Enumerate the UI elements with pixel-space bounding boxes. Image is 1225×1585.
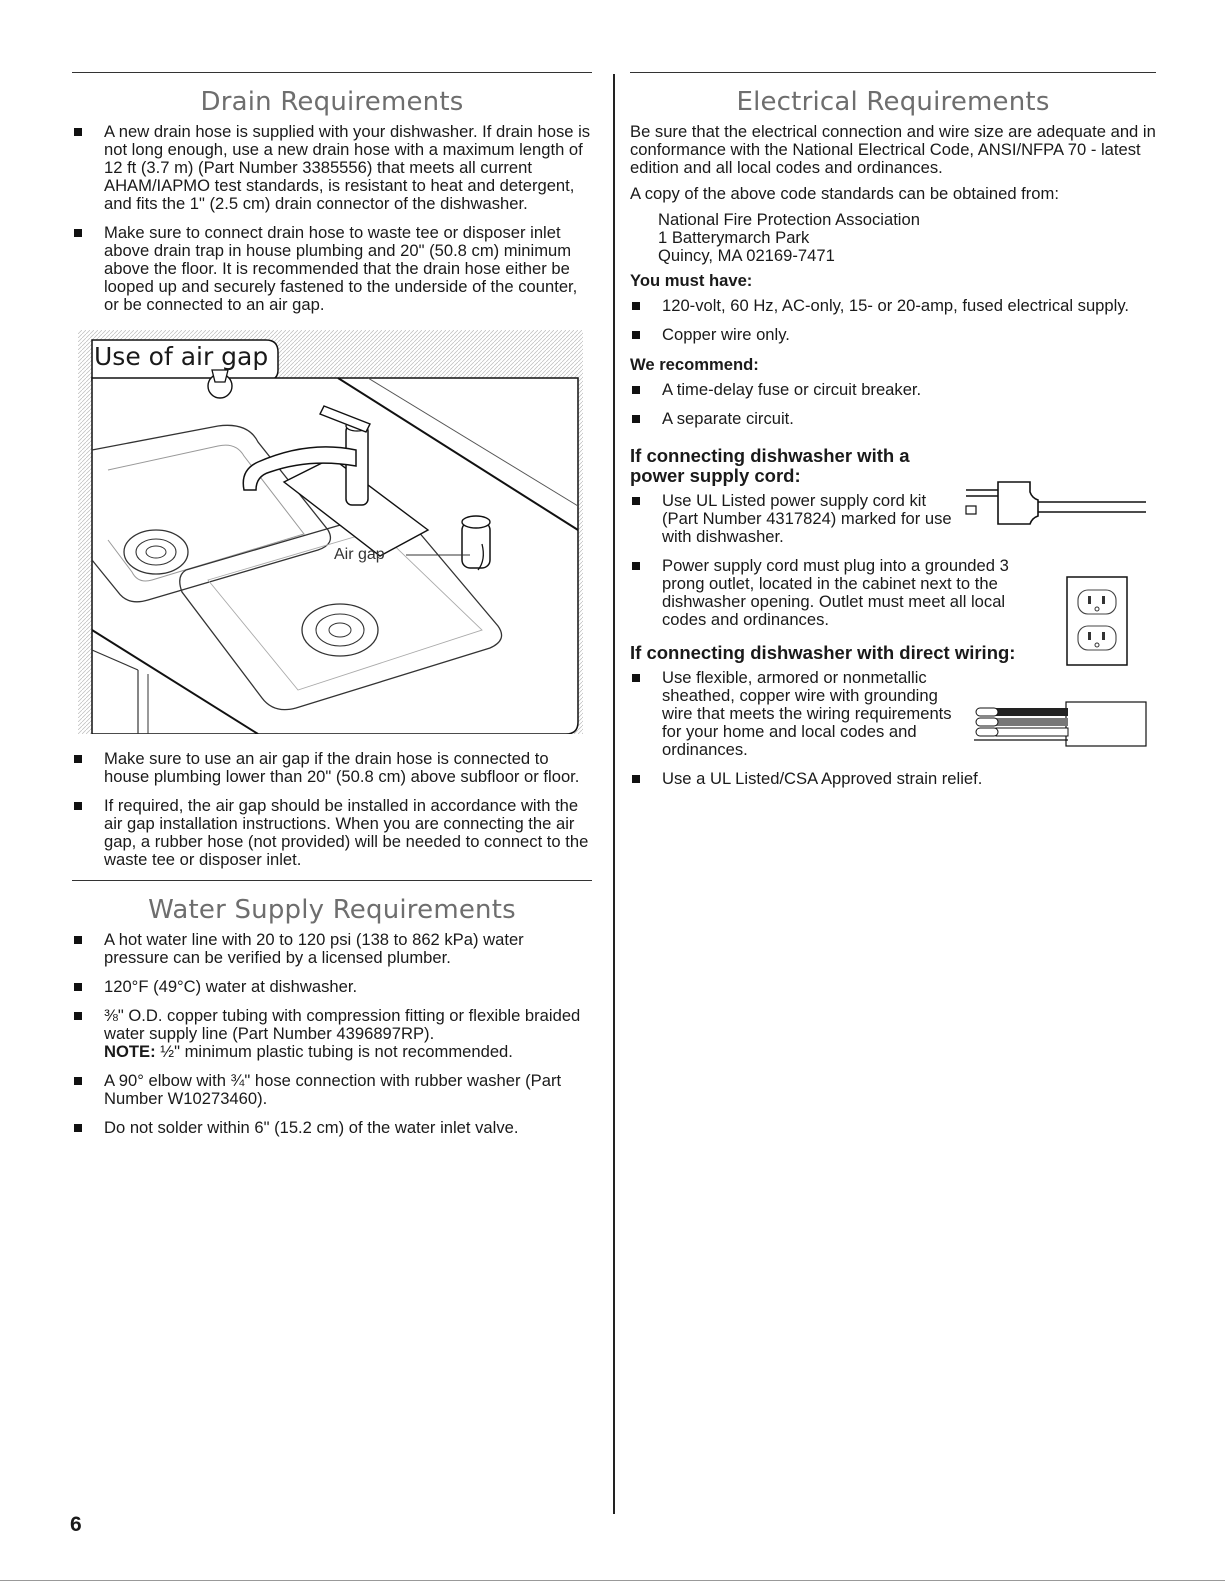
air-gap-label: Air gap bbox=[334, 546, 385, 563]
water-list bbox=[72, 931, 592, 1137]
recommend-list bbox=[630, 381, 1156, 428]
address-block bbox=[630, 211, 1156, 265]
recommend-item: A separate circuit. bbox=[630, 410, 1156, 428]
address-line: 1 Batterymarch Park bbox=[658, 228, 810, 247]
left-column bbox=[72, 72, 592, 1148]
plug-icon bbox=[958, 478, 1148, 528]
note-label: NOTE: bbox=[104, 1042, 156, 1061]
recommend-title: We recommend: bbox=[630, 355, 759, 374]
cord-item: Use UL Listed power supply cord kit (Part Number 4317824) marked for use with dishwasher. bbox=[630, 492, 962, 546]
direct-item: Use a UL Listed/CSA Approved strain relief. bbox=[630, 770, 1156, 788]
drain-list-after bbox=[72, 750, 592, 869]
electrical-intro: Be sure that the electrical connection and wire size are adequate and in conformance with the National Electrical Code, ANSI/NFPA 70 - latest edition and all local codes and ordinances. bbox=[630, 122, 1156, 177]
drain-item: Make sure to connect drain hose to waste tee or disposer inlet above drain trap in house plumbing and 20" (50.8 cm) minimum above the floor. It is recommended that the drain hose either be looped up and securely fastened to the underside of the counter, or be connected to an air gap. bbox=[72, 224, 592, 314]
bottom-rule bbox=[0, 1580, 1225, 1581]
section-rule bbox=[72, 72, 592, 73]
water-title: Water Supply Requirements bbox=[148, 895, 516, 925]
section-rule bbox=[630, 72, 1156, 73]
page-number: 6 bbox=[70, 1513, 82, 1536]
drain-item: A new drain hose is supplied with your dishwasher. If drain hose is not long enough, use a new drain hose with a maximum length of 12 ft (3.7 m) (Part Number 3385556) that meets all current AHAM/IAPMO test standards, is resistant to heat and detergent, and fits the 1" (2.5 cm) drain connector of the dishwasher. bbox=[72, 123, 592, 213]
water-item: A 90° elbow with ¾" hose connection with rubber washer (Part Number W10273460). bbox=[72, 1072, 592, 1108]
sink-illustration bbox=[78, 330, 583, 734]
note-text: ½" minimum plastic tubing is not recommended. bbox=[155, 1042, 513, 1061]
figure-title: Use of air gap bbox=[94, 342, 269, 371]
drain-title: Drain Requirements bbox=[200, 87, 464, 117]
water-item: 120°F (49°C) water at dishwasher. bbox=[72, 978, 592, 996]
recommend-item: A time-delay fuse or circuit breaker. bbox=[630, 381, 1156, 399]
must-have-list bbox=[630, 297, 1156, 344]
must-have-title: You must have: bbox=[630, 271, 753, 290]
drain-item: Make sure to use an air gap if the drain hose is connected to house plumbing lower than 20" (50.8 cm) above subfloor or floor. bbox=[72, 750, 592, 786]
address-line: National Fire Protection Association bbox=[658, 210, 920, 229]
air-gap-figure bbox=[78, 330, 583, 734]
water-item: A hot water line with 20 to 120 psi (138 to 862 kPa) water pressure can be verified by a licensed plumber. bbox=[72, 931, 592, 967]
water-item-text: ⅜" O.D. copper tubing with compression fitting or flexible braided water supply line (Part Number 4396897RP). bbox=[104, 1006, 581, 1043]
direct-item: Use flexible, armored or nonmetallic sheathed, copper wire with grounding wire that meets the wiring requirements for your home and local codes and ordinances. bbox=[630, 669, 958, 759]
must-have-item: Copper wire only. bbox=[630, 326, 1156, 344]
outlet-icon bbox=[1066, 576, 1128, 668]
cord-title: If connecting dishwasher with a power supply cord: bbox=[630, 445, 910, 486]
electrical-title: Electrical Requirements bbox=[736, 87, 1050, 117]
right-column bbox=[630, 72, 1156, 799]
section-rule bbox=[72, 880, 592, 881]
direct-title: If connecting dishwasher with direct wiring: bbox=[630, 642, 1016, 663]
copy-text: A copy of the above code standards can be obtained from: bbox=[630, 184, 1059, 203]
must-have-item: 120-volt, 60 Hz, AC-only, 15- or 20-amp, fused electrical supply. bbox=[630, 297, 1156, 315]
water-item: Do not solder within 6" (15.2 cm) of the water inlet valve. bbox=[72, 1119, 592, 1137]
address-line: Quincy, MA 02169-7471 bbox=[658, 246, 835, 265]
wire-cable-icon bbox=[966, 700, 1148, 748]
cord-item: Power supply cord must plug into a grounded 3 prong outlet, located in the cabinet next to the dishwasher opening. Outlet must meet all local codes and ordinances. bbox=[630, 557, 1032, 629]
column-divider bbox=[613, 74, 615, 1514]
drain-list bbox=[72, 123, 592, 314]
drain-item: If required, the air gap should be installed in accordance with the air gap installation instructions. When you are connecting the air gap, a rubber hose (not provided) will be needed to connect to the waste tee or disposer inlet. bbox=[72, 797, 592, 869]
water-item bbox=[72, 1007, 592, 1061]
